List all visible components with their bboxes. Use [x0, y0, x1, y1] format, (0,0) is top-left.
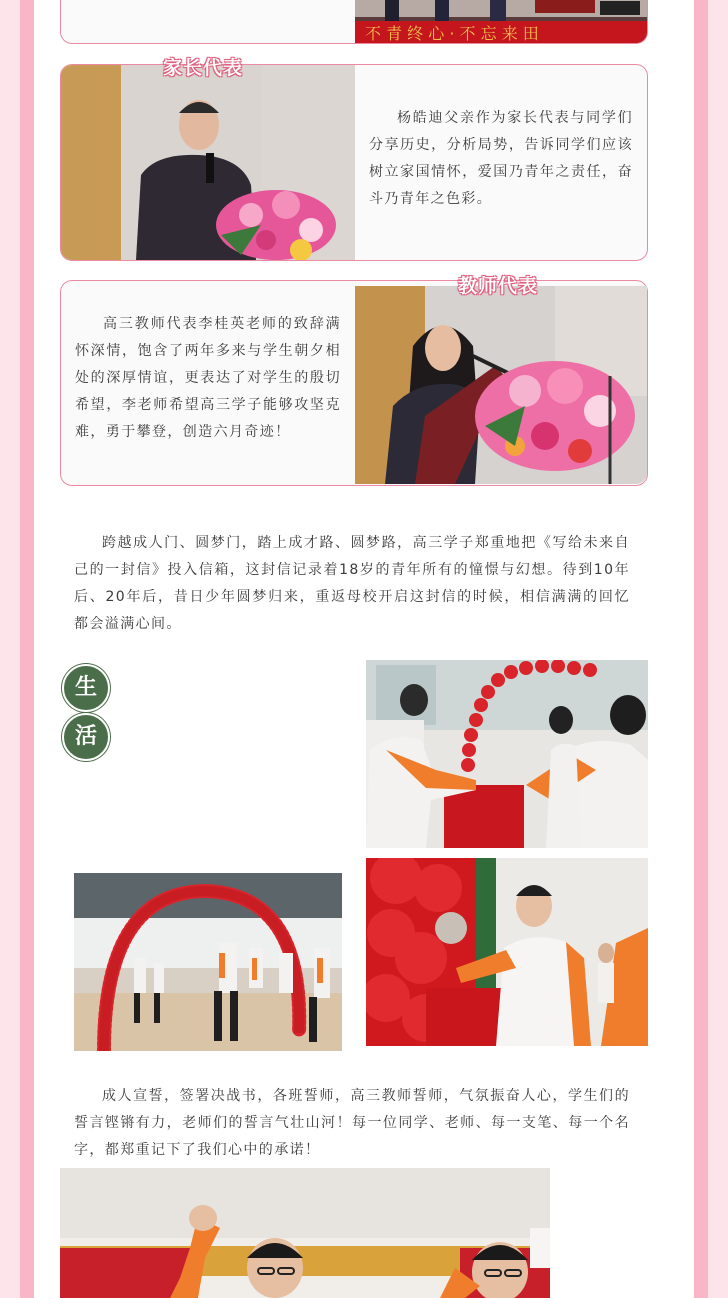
letter-paragraph-box	[74, 530, 630, 638]
badge-life-1: 生	[62, 664, 110, 712]
parent-card	[60, 57, 648, 261]
photo-parent-speaker	[61, 65, 355, 260]
parent-tag: 家长代表	[163, 57, 244, 79]
teacher-card	[60, 275, 648, 486]
teacher-tag: 教师代表	[458, 275, 539, 297]
letter-paragraph: 跨越成人门、圆梦门，踏上成才路、圆梦路，高三学子郑重地把《写给未来自己的一封信》投入信箱，这封信记录着18岁的青年所有的憧憬与幻想。待到10年后、20年后，昔日少年圆梦归来，重返母校开启这封信的时候，相信满满的回忆都会溢满心间。	[74, 535, 630, 632]
photo-student-letter	[366, 858, 648, 1046]
photo-balloon-arch	[74, 873, 342, 1051]
teacher-text: 高三教师代表李桂英老师的致辞满怀深情，饱含了两年多来与学生朝夕相处的深厚情谊，更表达了对学生的殷切希望，李老师希望高三学子能够攻坚克难，勇于攀登，创造六月奇迹！	[75, 316, 341, 440]
oath-paragraph: 成人宣誓，签署决战书，各班誓师，高三教师誓师，气氛振奋人心，学生们的誓言铿锵有力，老师们的誓言气壮山河！每一位同学、老师、每一支笔、每一个名字，都郑重记下了我们心中的承诺！	[74, 1088, 630, 1158]
svg-text:不 青 终 心 · 不 忘 来 田: 不 青 终 心 · 不 忘 来 田	[365, 24, 539, 43]
article-page	[34, 0, 694, 1298]
oath-paragraph-box	[74, 1083, 630, 1164]
parent-text: 杨皓迪父亲作为家长代表与同学们分享历史，分析局势，告诉同学们应该树立家国情怀，爱国乃青年之责任，奋斗乃青年之色彩。	[369, 110, 633, 207]
parent-text-box	[369, 105, 633, 213]
badge-life-2: 活	[62, 713, 110, 761]
photo-teacher-speaker	[355, 286, 647, 484]
previous-card-photo	[355, 0, 647, 43]
teacher-text-box	[75, 311, 341, 446]
previous-card	[60, 0, 648, 44]
photo-oath	[60, 1168, 550, 1298]
photo-letter-box	[366, 660, 648, 848]
